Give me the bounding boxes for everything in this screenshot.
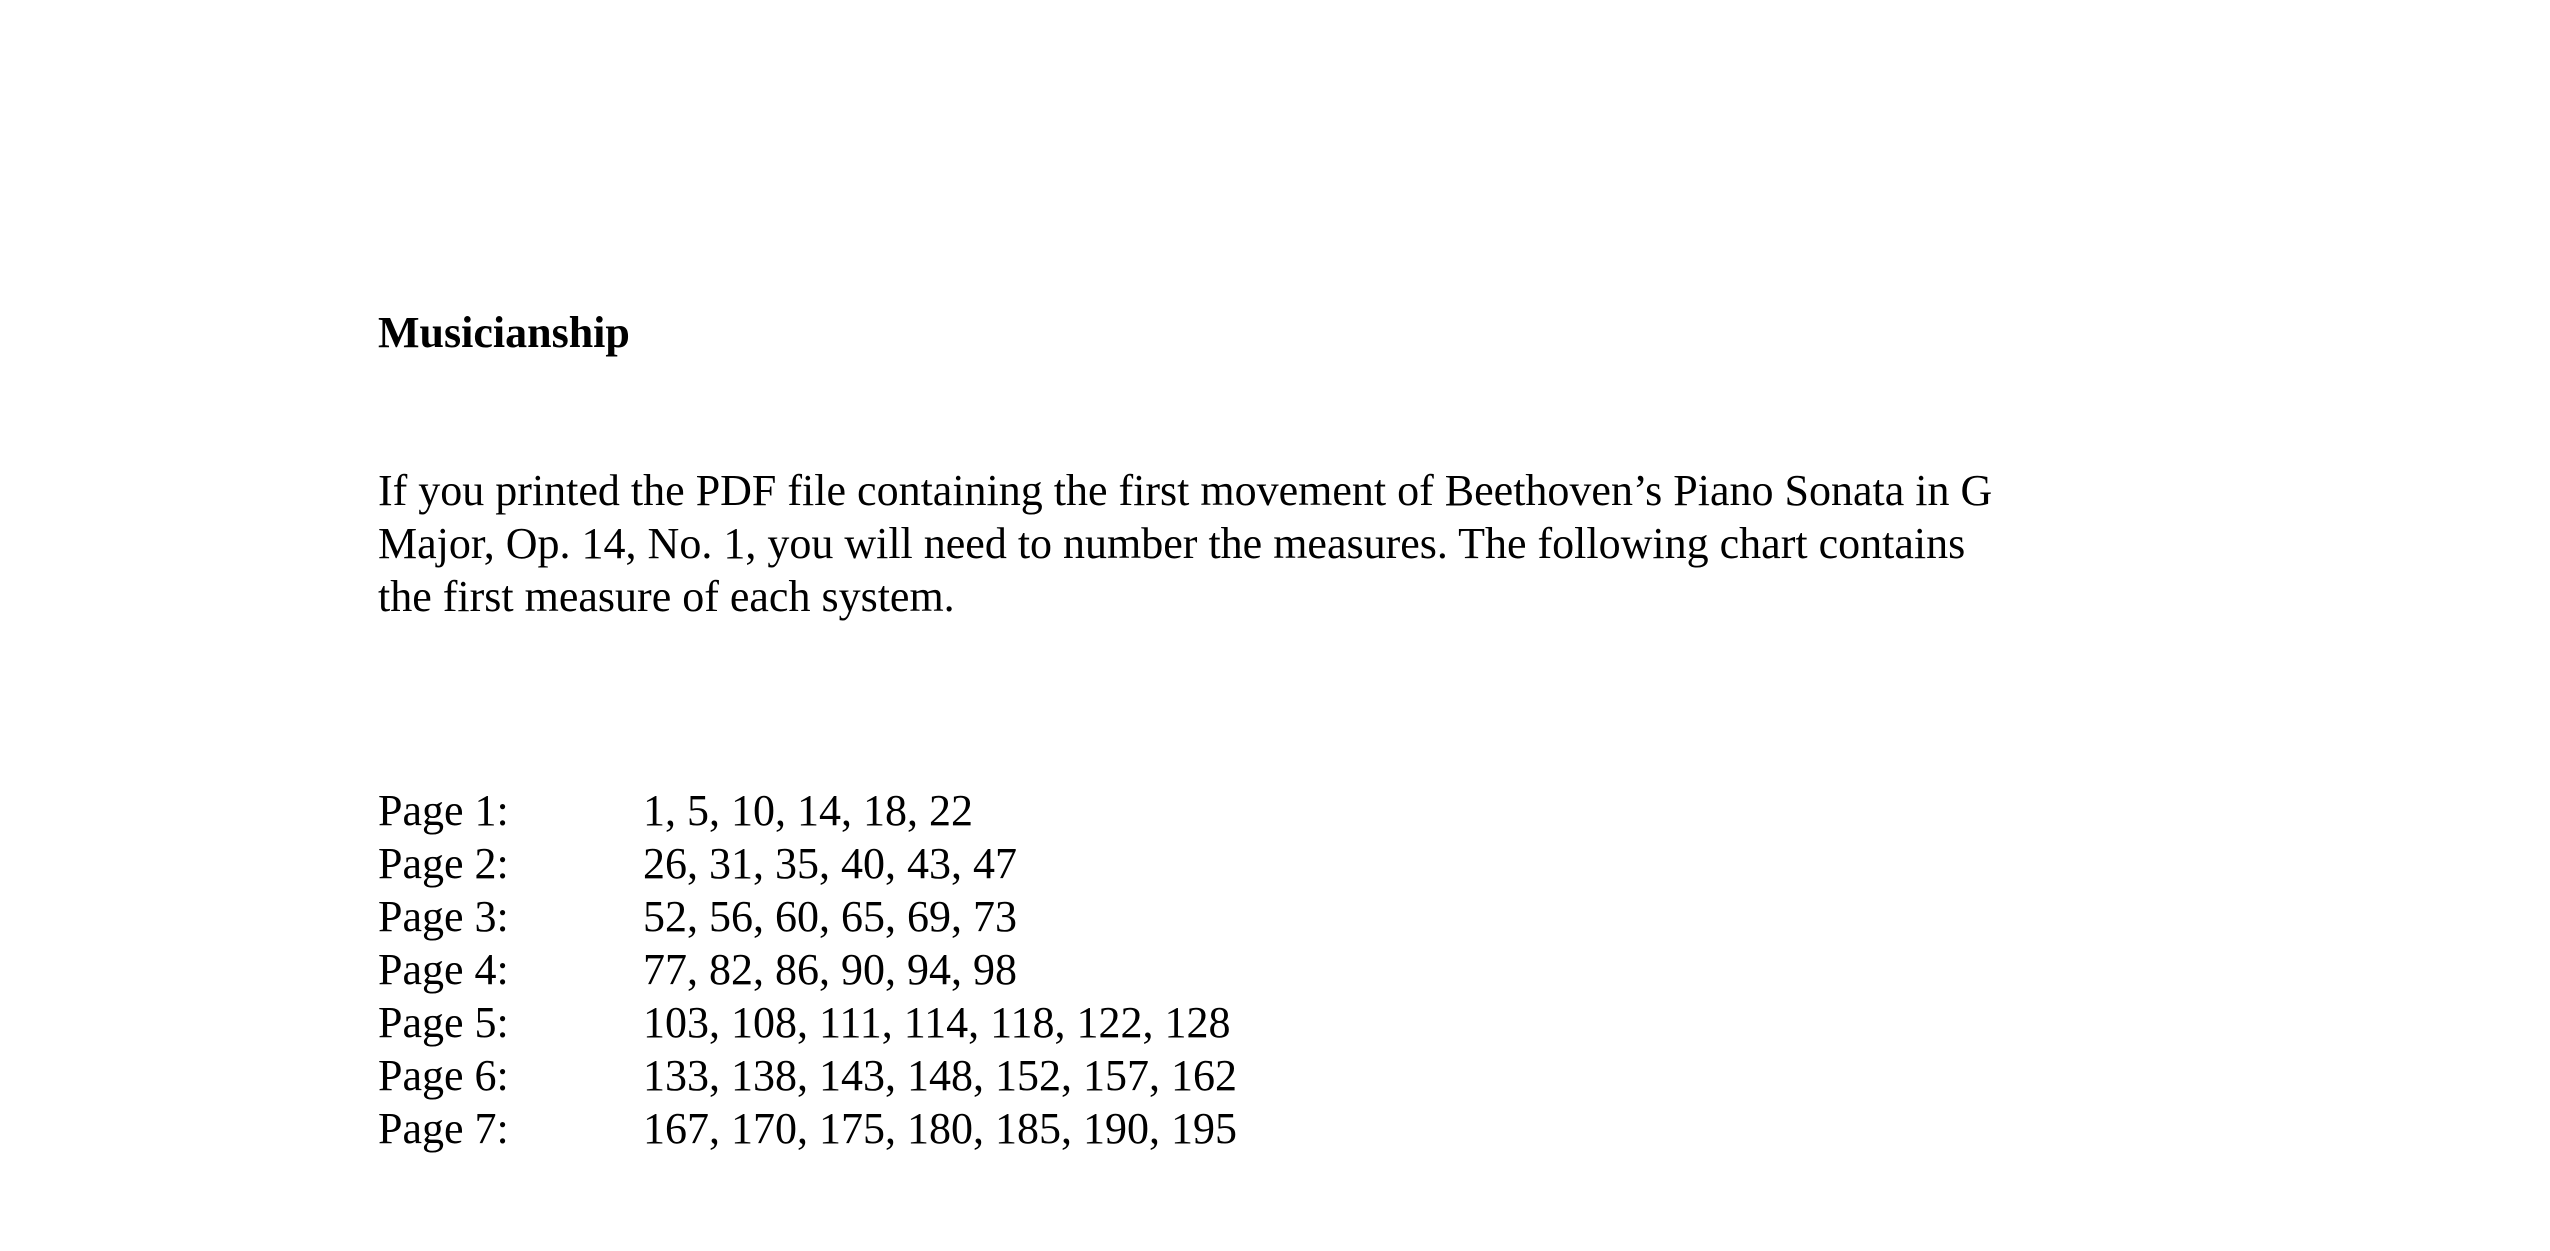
measure-list: 103, 108, 111, 114, 118, 122, 128 [643,998,1231,1047]
measure-list: 167, 170, 175, 180, 185, 190, 195 [643,1104,1237,1153]
chart-row [378,890,1237,943]
page-label: Page 1: [378,786,509,835]
chart-row [378,1049,1237,1102]
page-label: Page 7: [378,1104,509,1153]
measure-list: 1, 5, 10, 14, 18, 22 [643,786,973,835]
measure-list: 26, 31, 35, 40, 43, 47 [643,839,1017,888]
intro-paragraph [378,464,2158,623]
measure-list: 52, 56, 60, 65, 69, 73 [643,892,1017,941]
chart-row [378,943,1237,996]
chart-row [378,837,1237,890]
measure-list: 77, 82, 86, 90, 94, 98 [643,945,1017,994]
page-title: Musicianship [378,308,630,357]
measure-list: 133, 138, 143, 148, 152, 157, 162 [643,1051,1237,1100]
intro-line: Major, Op. 14, No. 1, you will need to number the measures. The following chart contains [378,519,1966,568]
page-label: Page 3: [378,892,509,941]
chart-row [378,784,1237,837]
page-label: Page 5: [378,998,509,1047]
page-label: Page 4: [378,945,509,994]
intro-line: If you printed the PDF file containing the first movement of Beethoven’s Piano Sonata in G [378,466,1993,515]
chart-row [378,1102,1237,1155]
page-label: Page 2: [378,839,509,888]
page-label: Page 6: [378,1051,509,1100]
intro-line: the first measure of each system. [378,572,955,621]
chart-row [378,996,1237,1049]
measure-chart [378,784,1237,1155]
